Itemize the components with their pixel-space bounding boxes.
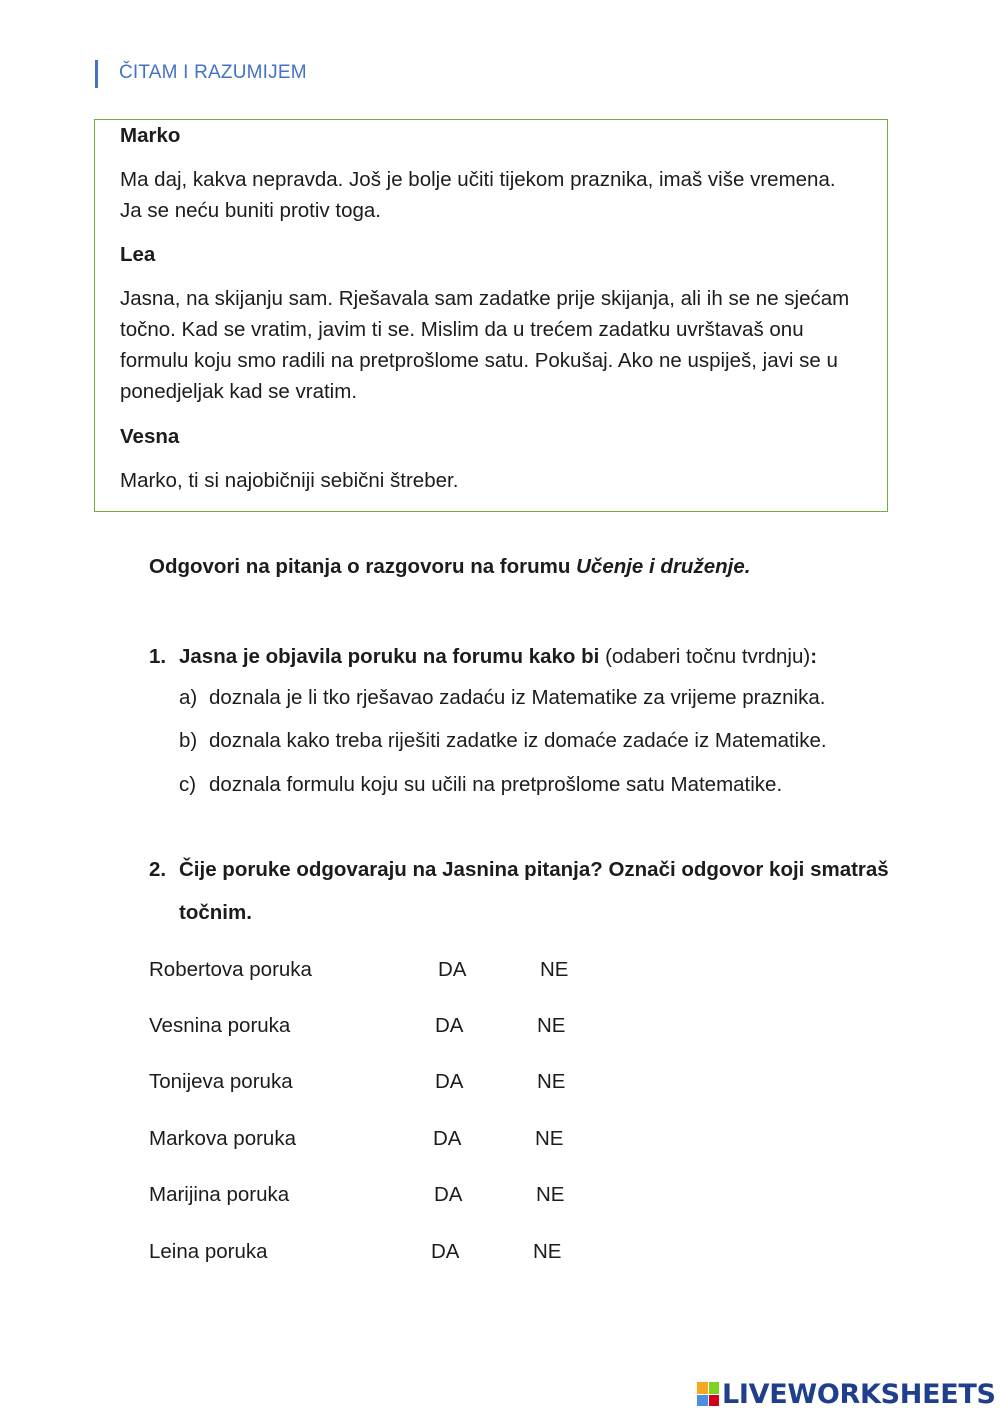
- option-b[interactable]: [179, 729, 827, 753]
- answer-da-button[interactable]: DA: [431, 1240, 460, 1263]
- answer-ne-button[interactable]: NE: [535, 1127, 564, 1150]
- option-letter: c): [179, 773, 197, 796]
- forum-author-lea: Lea: [120, 243, 156, 266]
- question-colon: :: [810, 645, 818, 668]
- answer-da-button[interactable]: DA: [435, 1070, 464, 1093]
- header-accent-bar: [95, 60, 98, 88]
- answer-da-button[interactable]: DA: [438, 958, 467, 981]
- forum-message-line: formulu koju smo radili na pretprošlome satu. Pokušaj. Ako ne uspiješ, javi se u: [120, 349, 838, 372]
- liveworksheets-logo: [697, 1379, 996, 1409]
- question-stem: Jasna je objavila poruku na forumu kako bi: [179, 645, 606, 668]
- row-label-marija: Marijina poruka: [149, 1183, 290, 1206]
- answer-ne-button[interactable]: NE: [540, 958, 569, 981]
- forum-conversation-box: [94, 119, 888, 512]
- row-label-robert: Robertova poruka: [149, 958, 312, 981]
- forum-message-line: točno. Kad se vratim, javim ti se. Mislim da u trećem zadatku uvrštavaš onu: [120, 318, 804, 341]
- option-letter: b): [179, 729, 198, 752]
- logo-tile: [709, 1395, 720, 1407]
- forum-message-line: Marko, ti si najobičniji sebični štreber.: [120, 469, 459, 492]
- question-hint: (odaberi točnu tvrdnju): [605, 645, 811, 668]
- row-label-vesna: Vesnina poruka: [149, 1014, 291, 1037]
- question-number: 1.: [149, 645, 167, 668]
- option-text: doznala je li tko rješavao zadaću iz Matematike za vrijeme praznika.: [209, 686, 826, 709]
- logo-text: LIVEWORKSHEETS: [722, 1378, 996, 1410]
- row-label-marko: Markova poruka: [149, 1127, 296, 1150]
- forum-message-line: Ja se neću buniti protiv toga.: [120, 199, 381, 222]
- forum-message-line: Ma daj, kakva nepravda. Još je bolje učiti tijekom praznika, imaš više vremena.: [120, 168, 836, 191]
- instructions: [149, 555, 750, 579]
- option-letter: a): [179, 686, 198, 709]
- row-label-toni: Tonijeva poruka: [149, 1070, 293, 1093]
- forum-author-marko: Marko: [120, 124, 181, 147]
- forum-name: Učenje i druženje.: [576, 555, 751, 578]
- option-c[interactable]: [179, 773, 782, 797]
- logo-icon: [697, 1382, 719, 1406]
- answer-da-button[interactable]: DA: [433, 1127, 462, 1150]
- forum-message-line: Jasna, na skijanju sam. Rješavala sam zadatke prije skijanja, ali ih se ne sjećam: [120, 287, 850, 310]
- forum-author-vesna: Vesna: [120, 425, 180, 448]
- forum-message-line: ponedjeljak kad se vratim.: [120, 380, 358, 403]
- logo-tile: [697, 1395, 708, 1407]
- option-text: doznala formulu koju su učili na pretprošlome satu Matematike.: [209, 773, 783, 796]
- row-label-lea: Leina poruka: [149, 1240, 268, 1263]
- option-text: doznala kako treba riješiti zadatke iz domaće zadaće iz Matematike.: [209, 729, 827, 752]
- answer-ne-button[interactable]: NE: [537, 1070, 566, 1093]
- answer-ne-button[interactable]: NE: [536, 1183, 565, 1206]
- option-a[interactable]: [179, 686, 825, 710]
- instructions-text: Odgovori na pitanja o razgovoru na forumu: [149, 555, 577, 578]
- answer-ne-button[interactable]: NE: [537, 1014, 566, 1037]
- answer-da-button[interactable]: DA: [435, 1014, 464, 1037]
- section-title: ČITAM I RAZUMIJEM: [119, 62, 307, 83]
- question-number: 2.: [149, 858, 167, 881]
- answer-ne-button[interactable]: NE: [533, 1240, 562, 1263]
- question-2-continuation: točnim.: [179, 901, 252, 924]
- question-stem: Čije poruke odgovaraju na Jasnina pitanja? Označi odgovor koji smatraš: [179, 858, 889, 881]
- logo-tile: [709, 1382, 720, 1394]
- answer-da-button[interactable]: DA: [434, 1183, 463, 1206]
- question-1: [149, 645, 817, 669]
- question-2: [149, 858, 889, 882]
- logo-tile: [697, 1382, 708, 1394]
